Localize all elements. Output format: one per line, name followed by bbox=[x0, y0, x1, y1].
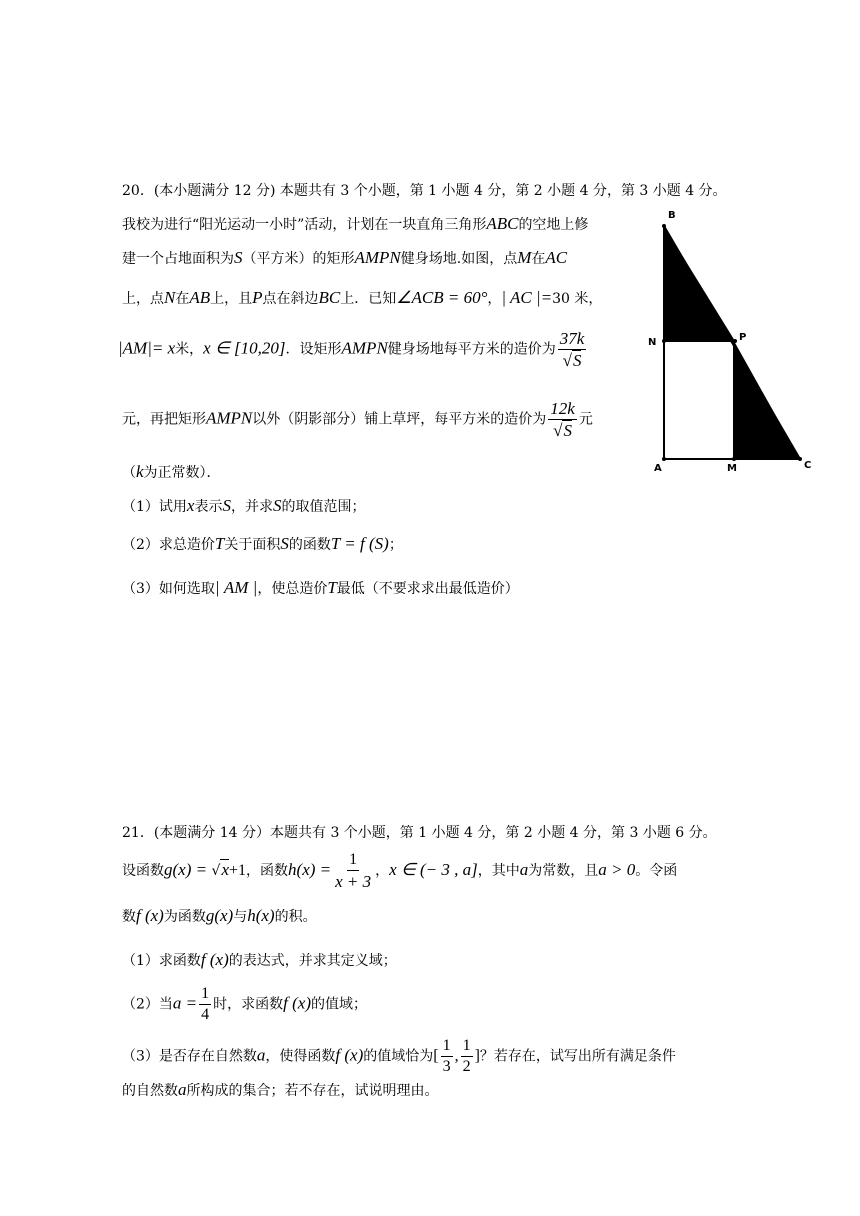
q21-part2 bbox=[122, 986, 367, 1023]
text: 在 bbox=[531, 251, 546, 267]
q21-line2 bbox=[122, 906, 317, 926]
math-a: a bbox=[178, 1080, 187, 1099]
label-b: B bbox=[668, 210, 676, 221]
math-a-gt-0: a > 0 bbox=[598, 860, 636, 879]
math-s: S bbox=[572, 351, 582, 370]
q20-line5 bbox=[122, 400, 593, 439]
fraction-1-over-4 bbox=[199, 986, 211, 1023]
text: 为常数，且 bbox=[528, 863, 599, 879]
math-s: S bbox=[234, 248, 243, 267]
text: 建一个占地面积为 bbox=[122, 251, 234, 267]
fraction-1-over-3 bbox=[441, 1038, 453, 1075]
text: 的取值范围； bbox=[281, 499, 366, 515]
q20-line6 bbox=[122, 462, 221, 482]
math-t: T bbox=[327, 578, 337, 597]
text: ，其中 bbox=[477, 863, 520, 879]
text: （ bbox=[122, 465, 136, 481]
math-ampn: AMPN bbox=[354, 248, 401, 267]
math-sqrt-x: x bbox=[221, 860, 230, 879]
math-a: a bbox=[519, 860, 529, 879]
text: 点在斜边 bbox=[262, 291, 319, 307]
math-comma: , bbox=[454, 1047, 459, 1065]
fraction-denominator: √S bbox=[553, 421, 572, 440]
q21-header: 21．(本题满分 14 分）本题共有 3 个小题，第 1 小题 4 分，第 2 小题 4 分，第 3 小题 6 分。 bbox=[122, 825, 717, 841]
fraction-denominator: √S bbox=[562, 351, 582, 370]
fraction-numerator: 1 bbox=[347, 852, 359, 871]
math-t: T bbox=[214, 534, 225, 553]
text: 的值域恰为 bbox=[363, 1048, 434, 1065]
math-abc: ABC bbox=[486, 214, 519, 233]
text: （2）当 bbox=[122, 996, 173, 1013]
math-p: P bbox=[252, 288, 263, 307]
math-s: S bbox=[272, 496, 282, 515]
math-gx: g(x) = bbox=[164, 860, 208, 879]
fraction-numerator: 1 bbox=[441, 1038, 453, 1057]
q21-line1: 设函数g(x) = √x+1，函数h(x) = $\frac{1}{x + 3}$ ，x ∈ (− 3 , a]，其中a为常数，且a > 0。令函 bbox=[122, 851, 678, 891]
text: 上．已知 bbox=[340, 291, 397, 307]
fraction-numerator: 1 bbox=[461, 1038, 473, 1057]
vertex-dot bbox=[662, 457, 666, 461]
q20-part1 bbox=[122, 496, 365, 516]
text: ？若存在，试写出所有满足条件 bbox=[479, 1048, 676, 1065]
q20-part2 bbox=[122, 534, 403, 554]
math-abs-ac: | AC |= bbox=[501, 288, 553, 307]
text: 所构成的集合；若不存在，试说明理由。 bbox=[186, 1083, 439, 1099]
math-gx: g(x) bbox=[205, 906, 234, 925]
q21-part1 bbox=[122, 950, 397, 970]
fraction-1-over-x3 bbox=[333, 852, 373, 890]
text: ，并求 bbox=[230, 499, 273, 515]
fraction-numerator: 12k bbox=[550, 399, 575, 418]
text: 的自然数 bbox=[122, 1083, 178, 1099]
text: ， bbox=[375, 863, 390, 879]
math-ac: AC bbox=[545, 248, 568, 267]
text: 健身场地每平方米的造价为 bbox=[387, 341, 556, 358]
side-bc bbox=[664, 226, 800, 459]
text: ，函数 bbox=[246, 863, 289, 879]
math-x-range: x ∈ [10,20] bbox=[203, 338, 286, 358]
q20-line3: 上，点N在AB上，且P点在斜边BC上．已知∠ACB = 60°，| AC |=30 米， bbox=[122, 288, 603, 307]
q20-line1 bbox=[122, 214, 588, 234]
fraction-37k bbox=[558, 330, 587, 369]
label-m: M bbox=[727, 463, 737, 474]
math-bc: BC bbox=[318, 288, 341, 307]
text: 。令函 bbox=[635, 863, 678, 879]
math-angle: ∠ACB = 60° bbox=[396, 288, 488, 307]
math-n: N bbox=[164, 288, 176, 307]
triangle-figure bbox=[640, 200, 820, 480]
fraction-numerator: 1 bbox=[199, 986, 211, 1005]
text: 最低（不要求求出最低造价） bbox=[336, 581, 519, 597]
text: 时，求函数 bbox=[213, 996, 284, 1013]
vertex-dot bbox=[798, 457, 802, 461]
text: 在 bbox=[175, 291, 190, 307]
vertex-dot bbox=[662, 224, 666, 228]
text: 上，点 bbox=[122, 291, 164, 307]
math-t-fs: T = f (S) bbox=[330, 534, 389, 553]
math-a-eq: a = bbox=[172, 993, 198, 1013]
text: （2）求总造价 bbox=[122, 537, 215, 553]
label-n: N bbox=[648, 337, 657, 348]
math-ampn: AMPN bbox=[341, 338, 388, 358]
fraction-12k bbox=[548, 400, 577, 439]
text: ．设矩形 bbox=[285, 341, 342, 358]
label-c: C bbox=[804, 460, 812, 471]
q21-part3 bbox=[122, 1038, 676, 1075]
text: 上，且 bbox=[210, 291, 253, 307]
text: ，使得函数 bbox=[265, 1048, 336, 1065]
text: 30 米， bbox=[552, 291, 603, 307]
math-ampn: AMPN bbox=[206, 408, 253, 428]
math-hx: h(x) = bbox=[288, 860, 332, 879]
text: ，使总造价 bbox=[257, 581, 328, 597]
math-x-interval: x ∈ (− 3 , a] bbox=[389, 860, 478, 879]
text: 米， bbox=[175, 341, 204, 358]
text: 以外（阴影部分）铺上草坪，每平方米的造价为 bbox=[252, 411, 547, 428]
math-abs-am: | AM | bbox=[214, 578, 258, 597]
q20-line2 bbox=[122, 248, 567, 268]
text: 元 bbox=[578, 411, 593, 428]
label-p: P bbox=[739, 332, 747, 343]
math-fx: f (x) bbox=[335, 1045, 364, 1065]
text: （平方米）的矩形 bbox=[242, 251, 355, 267]
math-ab: AB bbox=[189, 288, 211, 307]
math-plus1: +1 bbox=[229, 862, 247, 879]
fraction-denominator: 3 bbox=[442, 1058, 451, 1075]
math-fx: f (x) bbox=[200, 950, 229, 969]
fraction-denominator: 2 bbox=[462, 1058, 471, 1075]
text: ； bbox=[388, 537, 403, 553]
fraction-numerator: 37k bbox=[559, 329, 585, 348]
text: 的空地上修 bbox=[518, 217, 589, 233]
math-bracket-close: ] bbox=[474, 1047, 480, 1065]
text: 表示 bbox=[194, 499, 223, 515]
math-x: x bbox=[186, 496, 195, 515]
fraction-denominator: 4 bbox=[201, 1006, 210, 1023]
text: 设函数 bbox=[122, 863, 164, 879]
label-a: A bbox=[654, 463, 662, 474]
math-am-x: |AM|= x bbox=[118, 338, 176, 358]
q21-part3-cont bbox=[122, 1080, 439, 1100]
text: 的积。 bbox=[274, 909, 317, 925]
vertex-dot bbox=[732, 457, 736, 461]
q20-line4 bbox=[118, 330, 588, 369]
text: （3）是否存在自然数 bbox=[122, 1048, 257, 1065]
text: 的表达式，并求其定义域； bbox=[228, 953, 397, 969]
text: 健身场地.如图，点 bbox=[400, 251, 518, 267]
math-fx: f (x) bbox=[136, 906, 164, 925]
math-a: a bbox=[256, 1045, 266, 1065]
text: 元，再把矩形 bbox=[122, 411, 206, 428]
q20-header: 20．(本小题满分 12 分) 本题共有 3 个小题，第 1 小题 4 分，第 2 小题 4 分，第 3 小题 4 分。 bbox=[122, 183, 727, 199]
text: 与 bbox=[233, 909, 248, 925]
text: （1）求函数 bbox=[122, 953, 201, 969]
text: 关于面积 bbox=[224, 537, 281, 553]
vertex-dot bbox=[733, 339, 737, 343]
math-bracket-open: [ bbox=[433, 1047, 439, 1065]
text: （3）如何选取 bbox=[122, 581, 215, 597]
text: 我校为进行“阳光运动一小时”活动，计划在一块直角三角形 bbox=[122, 217, 487, 233]
math-s: S bbox=[563, 421, 572, 440]
text: 为正常数）． bbox=[143, 465, 221, 481]
vertex-dot bbox=[662, 339, 666, 343]
text: （1）试用 bbox=[122, 499, 187, 515]
math-hx: h(x) bbox=[247, 906, 275, 925]
math-s: S bbox=[280, 534, 289, 553]
math-s: S bbox=[222, 496, 231, 515]
math-k: k bbox=[136, 462, 144, 481]
fraction-1-over-2 bbox=[461, 1038, 473, 1075]
text: 数 bbox=[122, 909, 136, 925]
fraction-denominator: x + 3 bbox=[335, 872, 372, 891]
math-m: M bbox=[517, 248, 532, 267]
q20-part3 bbox=[122, 578, 519, 598]
text: 的值域； bbox=[311, 996, 367, 1013]
text: 的函数 bbox=[288, 537, 331, 553]
text: 为函数 bbox=[163, 909, 206, 925]
math-fx: f (x) bbox=[283, 993, 311, 1013]
